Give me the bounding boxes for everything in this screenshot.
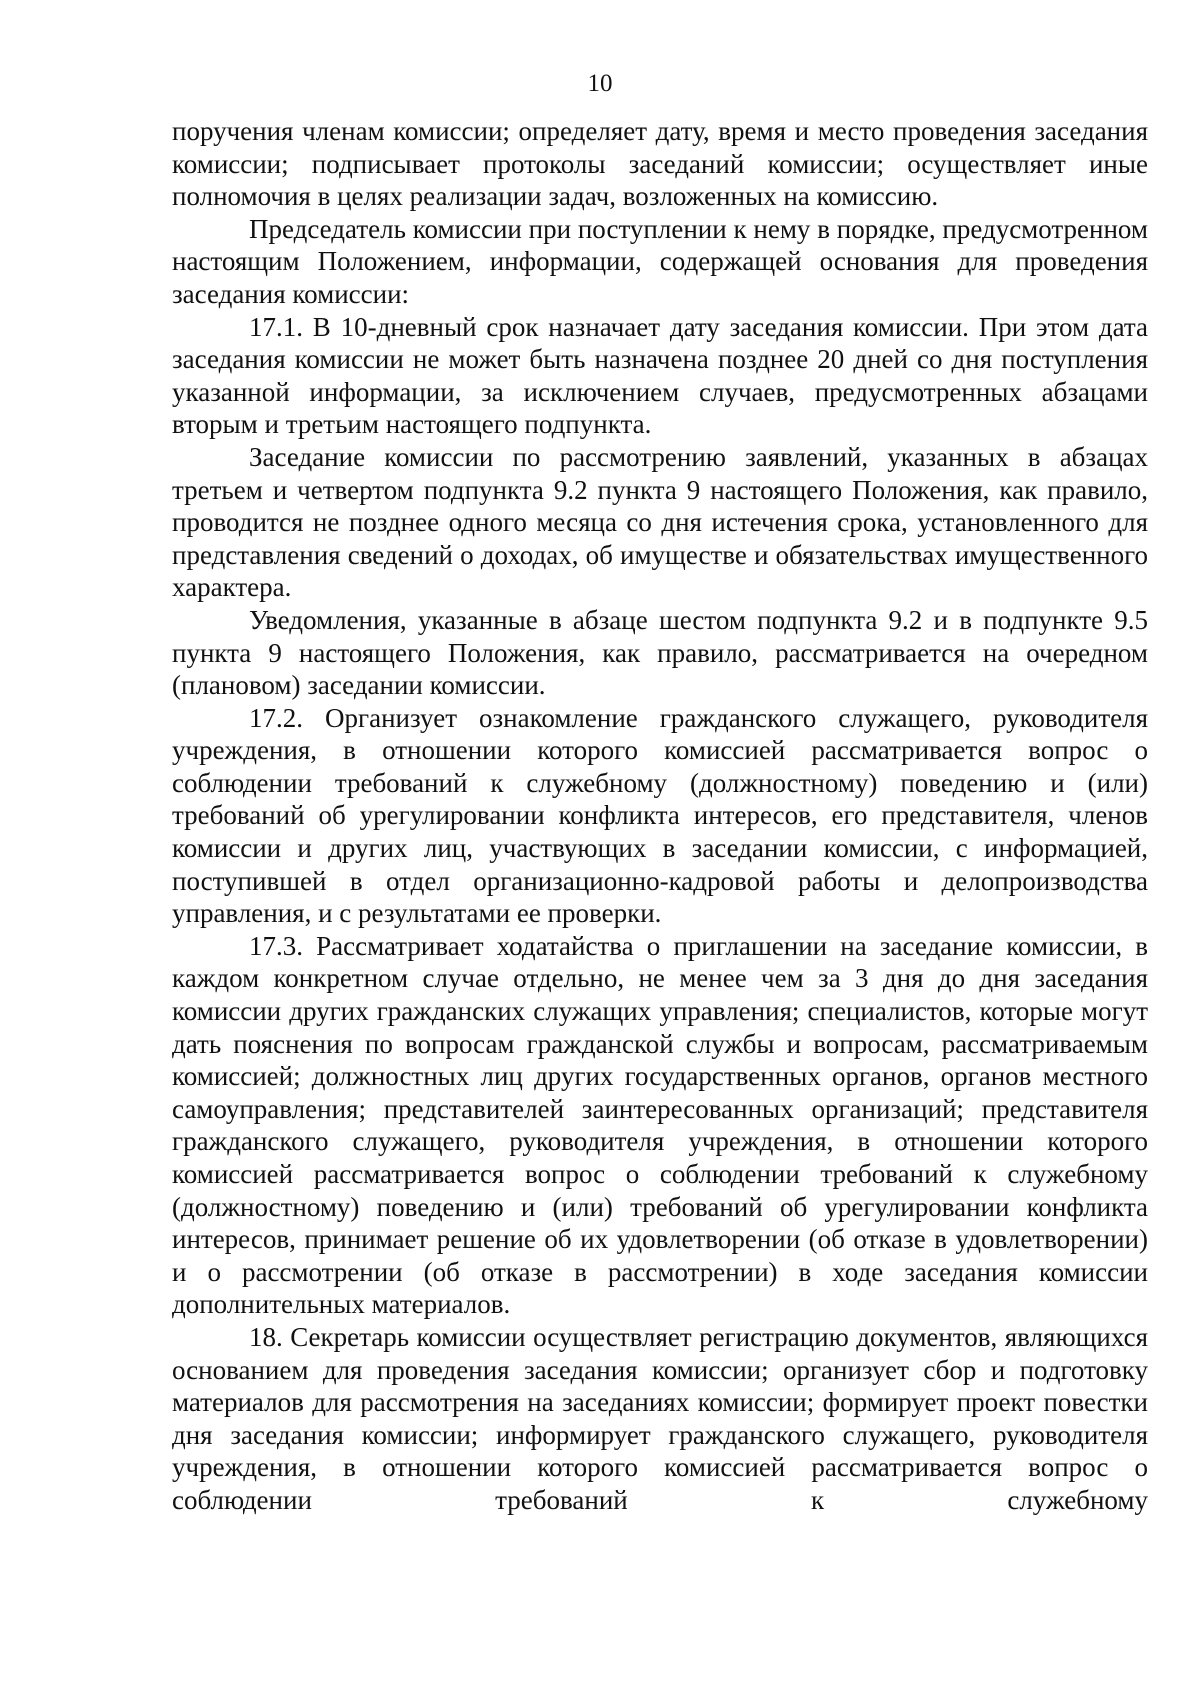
paragraph-notifications: Уведомления, указанные в абзаце шестом подпункта 9.2 и в подпункте 9.5 пункта 9 настоящего Положения, как правило, рассматривается на очередном (плановом) заседании комиссии. <box>172 604 1148 701</box>
paragraph-chair-on-information: Председатель комиссии при поступлении к нему в порядке, предусмотренном настоящим Положением, информации, содержащей основания для проведения заседания комиссии: <box>172 213 1148 309</box>
paragraph-commission-chair-duties: поручения членам комиссии; определяет дату, время и место проведения заседания комиссии; подписывает протоколы заседаний комиссии; осуществляет иные полномочия в целях реализации задач, возложенных на комиссию. <box>172 116 1148 212</box>
paragraph-18: 18. Секретарь комиссии осуществляет регистрацию документов, являющихся основанием для проведения заседания комиссии; организует сбор и подготовку материалов для рассмотрения на заседаниях комиссии; формирует проект повестки дня заседания комиссии; информирует гражданского служащего, руководителя учреждения, в отношении которого комиссией рассматривается вопрос о соблюдении требований к служебному <box>172 1321 1148 1515</box>
paragraph-17-3: 17.3. Рассматривает ходатайства о приглашении на заседание комиссии, в каждом конкретном случае отдельно, не менее чем за 3 дня до дня заседания комиссии других гражданских служащих управления; специалистов, которые могут дать пояснения по вопросам гражданской службы и вопросам, рассматриваемым комиссией; должностных лиц других государственных органов, органов местного самоуправления; представителей заинтересованных организаций; представителя гражданского служащего, руководителя учреждения, в отношении которого комиссией рассматривается вопрос о соблюдении требований к служебному (должностному) поведению и (или) требований об урегулировании конфликта интересов, принимает решение об их удовлетворении (об отказе в удовлетворении) и о рассмотрении (об отказе в рассмотрении) в ходе заседания комиссии дополнительных материалов. <box>172 930 1148 1320</box>
paragraph-17-1: 17.1. В 10-дневный срок назначает дату заседания комиссии. При этом дата заседания комиссии не может быть назначена позднее 20 дней со дня поступления указанной информации, за исключением случаев, предусмотренных абзацами вторым и третьим настоящего подпункта. <box>172 311 1148 440</box>
paragraph-17-2: 17.2. Организует ознакомление гражданского служащего, руководителя учреждения, в отношении которого комиссией рассматривается вопрос о соблюдении требований к служебному (должностному) поведению и (или) требований об урегулировании конфликта интересов, его представителя, членов комиссии и других лиц, участвующих в заседании комиссии, с информацией, поступившей в отдел организационно-кадровой работы и делопроизводства управления, и с результатами ее проверки. <box>172 702 1148 929</box>
paragraph-meeting-on-applications: Заседание комиссии по рассмотрению заявлений, указанных в абзацах третьем и четвертом подпункта 9.2 пункта 9 настоящего Положения, как правило, проводится не позднее одного месяца со дня истечения срока, установленного для представления сведений о доходах, об имуществе и обязательствах имущественного характера. <box>172 441 1148 603</box>
page-number: 10 <box>587 70 613 97</box>
document-body <box>172 115 1148 1517</box>
